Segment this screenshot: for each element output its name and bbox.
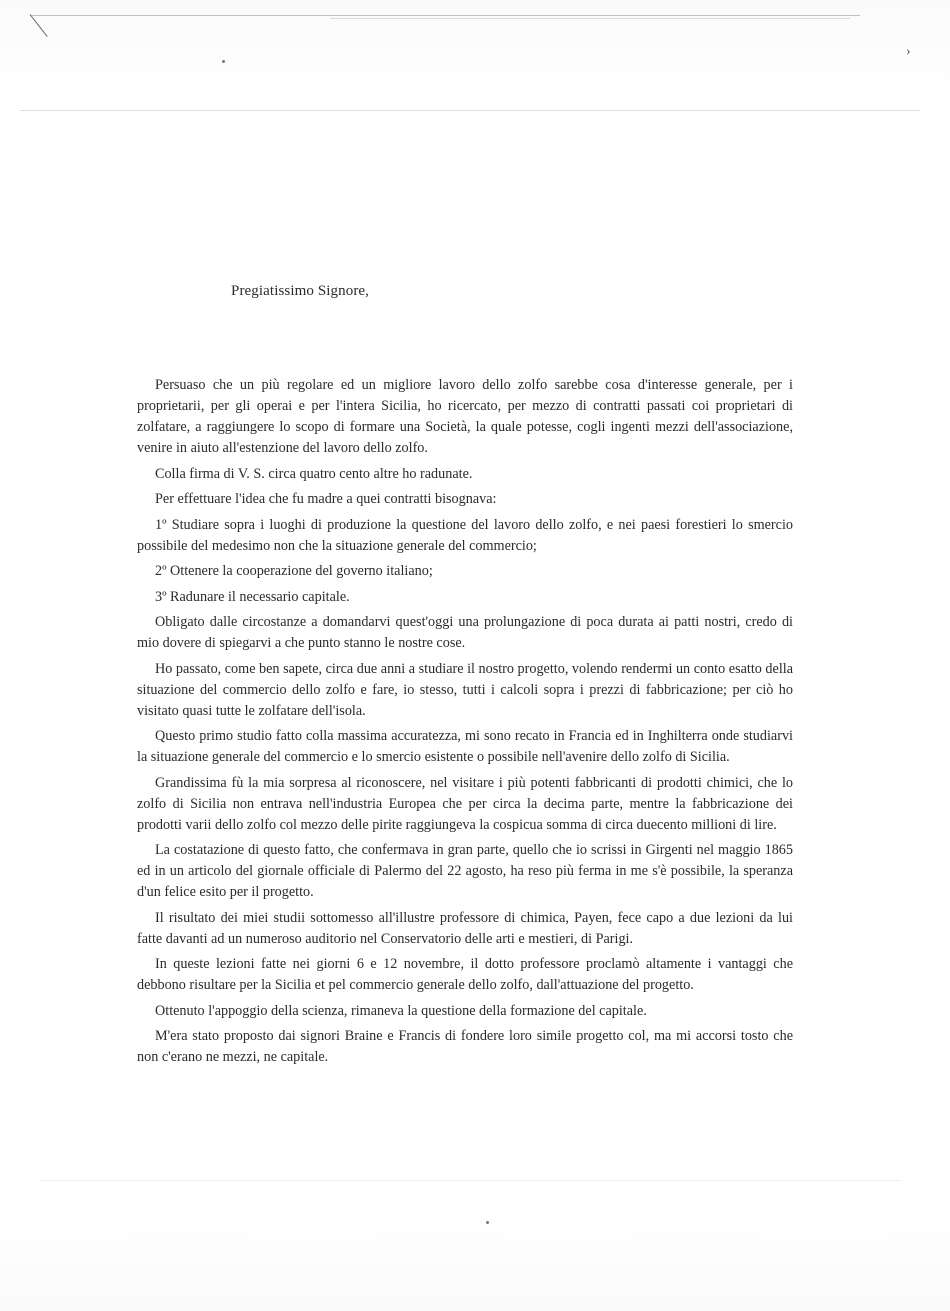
scan-faint-line	[20, 110, 920, 111]
paragraph: Obligato dalle circostanze a domandarvi quest'oggi una prolungazione di poca durata ai patti nostri, credo di mio dovere di spiegarvi a che punto stanno le nostre cose.	[137, 614, 793, 651]
paragraph: Ottenuto l'appoggio della scienza, rimaneva la questione della formazione del capitale.	[155, 1002, 647, 1019]
paragraph: Colla firma di V. S. circa quatro cento altre ho radunate.	[155, 465, 473, 482]
scan-speck	[486, 1221, 489, 1224]
paragraph: Ho passato, come ben sapete, circa due anni a studiare il nostro progetto, volendo rendermi un conto esatto della situazione del commercio dello zolfo e fare, io stesso, tutti i calcoli sopra i prezzi di fabbricazione; per ciò ho visitato quasi tutte le zolfatare dell'isola.	[137, 660, 793, 719]
list-item: 3º Radunare il necessario capitale.	[155, 588, 350, 605]
salutation: Pregiatissimo Signore,	[231, 283, 370, 299]
list-item: 2º Ottenere la cooperazione del governo italiano;	[155, 563, 433, 579]
paragraph: Persuaso che un più regolare ed un migliore lavoro dello zolfo sarebbe cosa d'interesse generale, per i proprietarii, per gli operai e per l'intera Sicilia, ho ricercato, per mezzo di contratti passati coi proprietari di zolfatare, a raggiungere lo scopo di formare una Società, la quale potesse, cogli ingenti mezzi dell'associazione, venire in aiuto all'estenzione del lavoro dello zolfo.	[137, 377, 793, 456]
scan-edge-mark: ›	[906, 44, 911, 59]
scan-edge-line	[30, 15, 860, 16]
scan-faint-line	[40, 1180, 900, 1181]
scan-speck	[222, 60, 225, 63]
list-item: 1º Studiare sopra i luoghi di produzione la questione del lavoro dello zolfo, e nei paesi forestieri lo smercio possibile del medesimo non che la situazione generale del commercio;	[137, 516, 793, 554]
paragraph: Il risultato dei miei studii sottomesso all'illustre professore di chimica, Payen, fece capo a due lezioni da lui fatte davanti ad un numeroso auditorio nel Conservatorio delle arti e mestieri, di Parigi.	[137, 909, 793, 947]
paragraph: Questo primo studio fatto colla massima accuratezza, mi sono recato in Francia ed in Inghilterra onde studiarvi la situazione generale del commercio e lo smercio esistente o possibile nell'avenire dello zolfo di Sicilia.	[137, 728, 793, 765]
scan-edge-line	[330, 18, 850, 19]
paragraph: Grandissima fù la mia sorpresa al riconoscere, nel visitare i più potenti fabbricanti di prodotti chimici, che lo zolfo di Sicilia non entrava nell'industria Europea che per circa la decima parte, mentre la fabbricazione dei prodotti varii dello zolfo col mezzo delle pirite raggiungeva la cospicua somma di circa duecento millioni di lire.	[137, 774, 793, 833]
scan-corner-mark	[30, 14, 48, 37]
paragraph: Per effettuare l'idea che fu madre a quei contratti bisognava:	[155, 491, 497, 507]
letter-body	[137, 375, 793, 1073]
paragraph: La costatazione di questo fatto, che confermava in gran parte, quello che io scrissi in Girgenti nel maggio 1865 ed in un articolo del giornale officiale di Palermo del 22 agosto, ha reso più ferma in me s'è possibile, la speranza d'un felice esito per il progetto.	[137, 842, 793, 900]
paragraph: M'era stato proposto dai signori Braine e Francis di fondere loro simile progetto col, ma mi accorsi tosto che non c'erano ne mezzi, ne capitale.	[137, 1028, 793, 1065]
paragraph: In queste lezioni fatte nei giorni 6 e 12 novembre, il dotto professore proclamò altamente i vantaggi che debbono risultare per la Sicilia et pel commercio generale dello zolfo, dall'attuazione del progetto.	[137, 956, 793, 993]
